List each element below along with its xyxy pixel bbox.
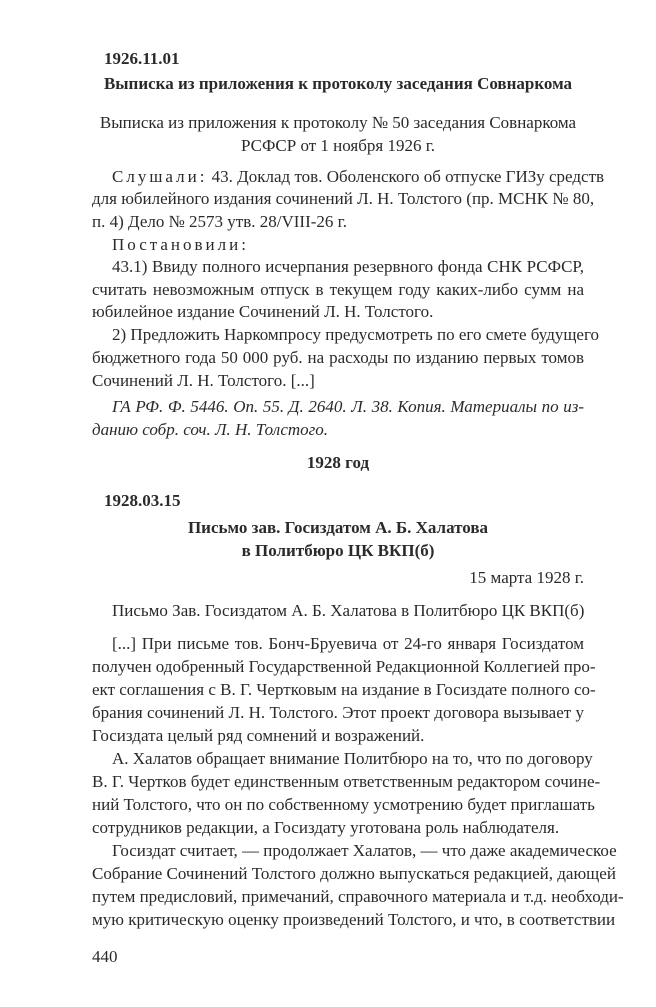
doc2-title: Письмо зав. Госиздатом А. Б. Халатова xyxy=(187,518,489,537)
letter-body-line: [...] При письме тов. Бонч-Бруевича от 24-го января Госиздатом xyxy=(112,634,584,653)
letter-body-line: получен одобренный Государственной Редакционной Коллегией про- xyxy=(92,657,596,676)
letter-body-line: Госиздата целый ряд сомнений и возражений. xyxy=(92,726,425,745)
letter-body-line: А. Халатов обращает внимание Политбюро на то, что по договору xyxy=(112,749,593,768)
letter-body-line: В. Г. Чертков будет единственным ответственным редактором сочине- xyxy=(92,772,601,791)
page-number: 440 xyxy=(92,947,118,966)
doc1-date: 1926.11.01 xyxy=(104,49,180,68)
doc2-dateline: 15 марта 1928 г. xyxy=(469,568,584,587)
resolved-line: 2) Предложить Наркомпросу предусмотреть по его смете будущего xyxy=(112,325,600,344)
letter-body-line: путем предисловий, примечаний, справочного материала и т.д. необходи- xyxy=(92,887,624,906)
heard-line: п. 4) Дело № 2573 утв. 28/VIII-26 г. xyxy=(92,212,347,231)
doc1-subtitle-line: Выписка из приложения к протоколу № 50 заседания Совнаркома xyxy=(99,113,577,132)
resolved-line: считать невозможным отпуск в текущем году каких-либо сумм на xyxy=(92,280,584,299)
doc1-title: Выписка из приложения к протоколу заседания Совнаркома xyxy=(103,74,573,93)
resolved-line: юбилейное издание Сочинений Л. Н. Толстого. xyxy=(92,302,434,321)
resolved-line: Сочинений Л. Н. Толстого. [...] xyxy=(92,371,315,390)
resolved-label: Постановили: xyxy=(112,235,249,254)
heard-text: 43. Доклад тов. Оболенского об отпуске ГИЗу средств xyxy=(207,167,605,186)
letter-body-line: ект соглашения с В. Г. Чертковым на издание в Госиздате полного со- xyxy=(92,680,596,699)
year-heading: 1928 год xyxy=(306,453,370,472)
doc2-date: 1928.03.15 xyxy=(104,491,181,510)
letter-body-line: Госиздат считает, — продолжает Халатов, — что даже академическое xyxy=(112,841,617,860)
heard-label: Слушали: xyxy=(112,167,208,186)
doc2-subtitle: Письмо Зав. Госиздатом А. Б. Халатова в Политбюро ЦК ВКП(б) xyxy=(112,601,585,620)
doc1-subtitle-line: РСФСР от 1 ноября 1926 г. xyxy=(240,136,436,155)
archive-source: ГА РФ. Ф. 5446. Оп. 55. Д. 2640. Л. 38. Копия. Материалы по из- xyxy=(112,397,584,416)
resolved-line: бюджетного года 50 000 руб. на расходы по изданию первых томов xyxy=(92,348,584,367)
resolved-line: 43.1) Ввиду полного исчерпания резервного фонда СНК РСФСР, xyxy=(112,257,584,276)
letter-body-line: брания сочинений Л. Н. Толстого. Этот проект договора вызывает у xyxy=(92,703,584,722)
heard-line xyxy=(92,166,605,188)
letter-body-line: Собрание Сочинений Толстого должно выпускаться редакцией, дающей xyxy=(92,864,616,883)
doc2-title: в Политбюро ЦК ВКП(б) xyxy=(241,541,435,560)
letter-body-line: мую критическую оценку произведений Толстого, и что, в соответствии xyxy=(92,910,616,929)
letter-body-line: сотрудников редакции, а Госиздату уготована роль наблюдателя. xyxy=(92,818,560,837)
heard-line: для юбилейного издания сочинений Л. Н. Толстого (пр. МСНК № 80, xyxy=(92,189,595,208)
archive-source: данию собр. соч. Л. Н. Толстого. xyxy=(92,420,329,439)
letter-body-line: ний Толстого, что он по собственному усмотрению будет приглашать xyxy=(92,795,595,814)
